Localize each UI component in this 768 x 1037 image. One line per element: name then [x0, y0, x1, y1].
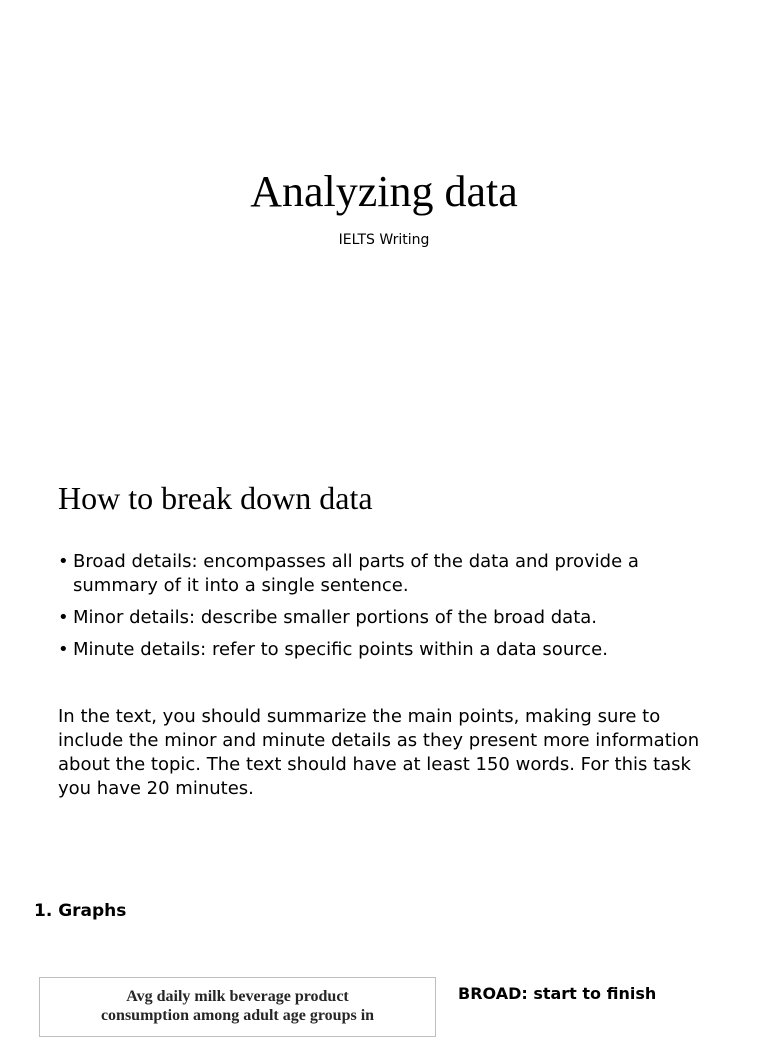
chart-title-line-2: consumption among adult age groups in: [100, 1007, 375, 1024]
chart-title: [40, 978, 435, 1025]
section-heading: How to break down data: [58, 480, 373, 516]
instructions-paragraph: In the text, you should summarize the main points, making sure to include the minor and minute details as they present more information about the topic. The text should have at least 150 words. For this task you have 20 minutes.: [58, 706, 700, 799]
bullet-minute-details: • Minute details: refer to specific points within a data source.: [58, 638, 718, 662]
chart-title-line-1: Avg daily milk beverage product: [126, 988, 349, 1005]
bullet-broad-details: • Broad details: encompasses all parts of the data and provide a summary of it into a single sentence.: [58, 550, 718, 598]
detail-bullet-list: [58, 550, 718, 670]
broad-label: BROAD: start to finish: [458, 984, 657, 1003]
bullet-minor-details: • Minor details: describe smaller portions of the broad data.: [58, 606, 718, 630]
slide-subtitle: IELTS Writing: [338, 232, 430, 248]
chart-image-frame: [39, 977, 436, 1037]
slide-title: Analyzing data: [250, 167, 518, 216]
graphs-heading: 1. Graphs: [34, 901, 127, 921]
